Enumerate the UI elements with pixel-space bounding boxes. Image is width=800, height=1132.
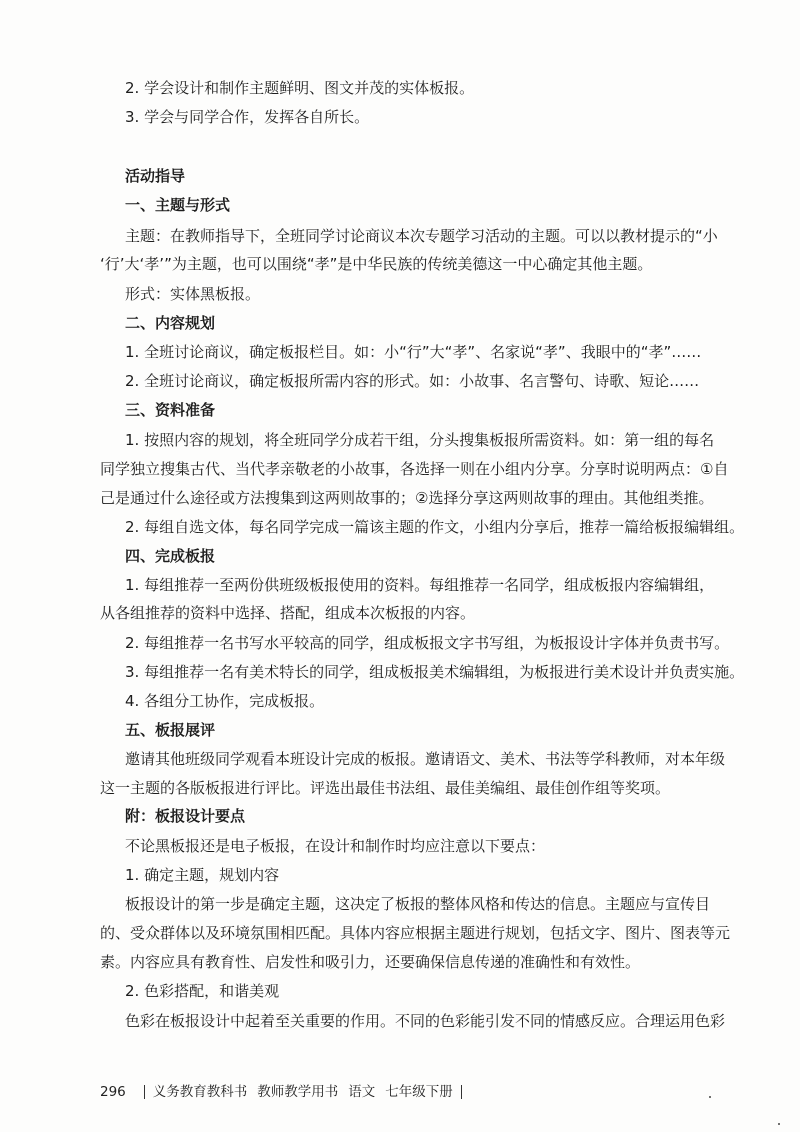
list-item: 2. 每组推荐一名书写水平较高的同学，组成板报文字书写组，为板报设计字体并负责书写。 xyxy=(125,634,730,652)
heading-part2: 二、内容规划 xyxy=(125,314,216,332)
paragraph-line: 同学独立搜集古代、当代孝亲敬老的小故事，各选择一则在小组内分享。分享时说明两点：①自 xyxy=(100,460,729,478)
paragraph-line: 素。内容应具有教育性、启发性和吸引力，还要确保信息传递的准确性和有效性。 xyxy=(100,953,641,971)
section-title: 活动指导 xyxy=(125,167,186,185)
paragraph-line: 这一主题的各版板报进行评比。评选出最佳书法组、最佳美编组、最佳创作组等奖项。 xyxy=(100,779,671,797)
heading-part5: 五、板报展评 xyxy=(125,721,216,739)
paragraph-line: 的、受众群体以及环境氛围相匹配。具体内容应根据主题进行规划，包括文字、图片、图表等元 xyxy=(100,924,731,942)
scan-speck xyxy=(778,1123,780,1125)
goal-item: 2. 学会设计和制作主题鲜明、图文并茂的实体板报。 xyxy=(125,79,475,97)
paragraph-line: 1. 按照内容的规划，将全班同学分成若干组，分头搜集板报所需资料。如：第一组的每名 xyxy=(125,431,715,449)
scan-speck xyxy=(709,1096,711,1098)
divider xyxy=(144,1085,145,1099)
heading-appendix: 附：板报设计要点 xyxy=(125,807,246,825)
page-number: 296 xyxy=(100,1084,126,1100)
divider xyxy=(461,1085,462,1099)
list-item: 1. 全班讨论商议，确定板报栏目。如：小“行”大“孝”、名家说“孝”、我眼中的“孝”…… xyxy=(125,343,702,361)
paragraph-line: 形式：实体黑板报。 xyxy=(125,285,261,303)
heading-part1: 一、主题与形式 xyxy=(125,196,231,214)
subheading: 1. 确定主题，规划内容 xyxy=(125,866,280,884)
list-item: 2. 全班讨论商议，确定板报所需内容的形式。如：小故事、名言警句、诗歌、短论…… xyxy=(125,372,700,390)
heading-part4: 四、完成板报 xyxy=(125,547,216,565)
list-item: 2. 每组自选文体，每名同学完成一篇该主题的作文，小组内分享后，推荐一篇给板报编辑组。 xyxy=(125,518,745,536)
footer-grade: 七年级下册 xyxy=(385,1084,453,1100)
subheading: 2. 色彩搭配，和谐美观 xyxy=(125,982,280,1000)
footer-series: 义务教育教科书 xyxy=(152,1084,248,1100)
goal-item: 3. 学会与同学合作，发挥各自所长。 xyxy=(125,108,370,126)
paragraph-line: 邀请其他班级同学观看本班设计完成的板报。邀请语文、美术、书法等学科教师，对本年级 xyxy=(125,750,726,768)
paragraph-line: 主题：在教师指导下，全班同学讨论商议本次专题学习活动的主题。可以以教材提示的“小 xyxy=(125,227,718,245)
paragraph-line: 板报设计的第一步是确定主题，这决定了板报的整体风格和传达的信息。主题应与宣传目 xyxy=(125,895,711,913)
list-item: 3. 每组推荐一名有美术特长的同学，组成板报美术编辑组，为板报进行美术设计并负责实施。 xyxy=(125,663,745,681)
paragraph-line: 不论黑板报还是电子板报，在设计和制作时均应注意以下要点： xyxy=(125,837,546,855)
heading-part3: 三、资料准备 xyxy=(125,401,216,419)
paragraph-line: ‘行’大‘孝’”为主题，也可以围绕“孝”是中华民族的传统美德这一中心确定其他主题。 xyxy=(100,255,653,273)
list-item: 4. 各组分工协作，完成板报。 xyxy=(125,692,325,710)
paragraph-line: 色彩在板报设计中起着至关重要的作用。不同的色彩能引发不同的情感反应。合理运用色彩 xyxy=(125,1012,726,1030)
page-footer xyxy=(100,1080,470,1100)
paragraph-line: 1. 每组推荐一至两份供班级板报使用的资料。每组推荐一名同学，组成板报内容编辑组， xyxy=(125,576,715,594)
footer-book: 教师教学用书 xyxy=(257,1084,339,1100)
paragraph-line: 从各组推荐的资料中选择、搭配，组成本次板报的内容。 xyxy=(100,604,476,622)
footer-subject: 语文 xyxy=(348,1084,376,1100)
paragraph-line: 己是通过什么途径或方法搜集到这两则故事的；②选择分享这两则故事的理由。其他组类推。 xyxy=(100,489,714,507)
